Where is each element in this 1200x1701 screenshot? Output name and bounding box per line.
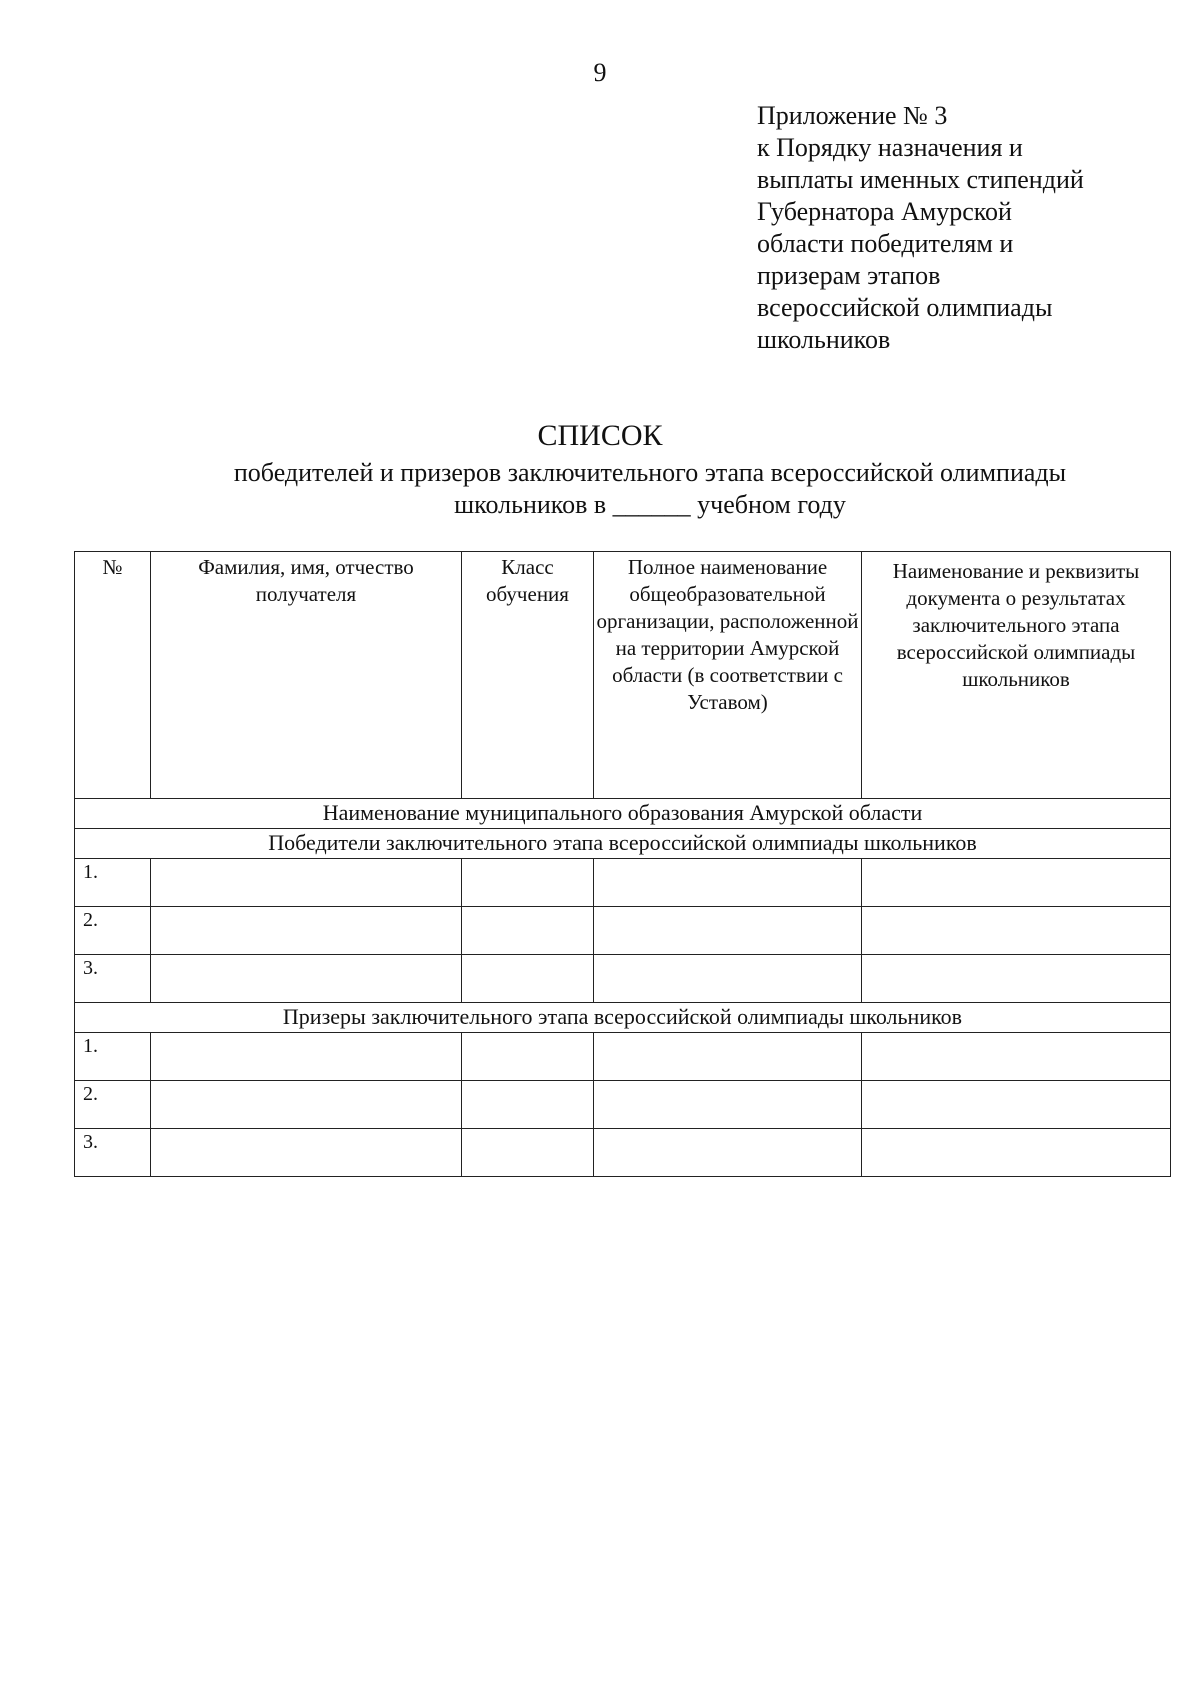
appendix-line: выплаты именных стипендий	[757, 165, 1084, 194]
table-header-row	[75, 552, 1171, 799]
header-organization: Полное наименование общеобразовательной организации, расположенной на территории Амурской области (в соответствии с Уставом)	[594, 552, 862, 799]
table-row	[75, 1081, 1171, 1129]
subtitle-line-1: победителей и призеров заключительного этапа всероссийской олимпиады	[233, 458, 1067, 487]
empty-cell[interactable]	[462, 1033, 594, 1081]
empty-cell[interactable]	[862, 1081, 1171, 1129]
row-number: 3.	[75, 955, 151, 1003]
document-title: СПИСОК	[537, 419, 663, 452]
header-full-name: Фамилия, имя, отчество получателя	[151, 552, 462, 799]
municipality-row	[75, 799, 1171, 829]
recipients-table	[74, 551, 1171, 1177]
empty-cell[interactable]	[151, 907, 462, 955]
header-class: Класс обучения	[462, 552, 594, 799]
header-number: №	[75, 552, 151, 799]
empty-cell[interactable]	[862, 907, 1171, 955]
subtitle-line-2: школьников в ______ учебном году	[454, 490, 846, 519]
appendix-line: призерам этапов	[757, 261, 941, 290]
empty-cell[interactable]	[462, 955, 594, 1003]
empty-cell[interactable]	[462, 907, 594, 955]
table-row	[75, 1129, 1171, 1177]
appendix-line: к Порядку назначения и	[757, 133, 1023, 162]
appendix-line: школьников	[757, 325, 891, 354]
header-document: Наименование и реквизиты документа о результатах заключительного этапа всероссийской олимпиады школьников	[862, 552, 1171, 799]
appendix-line: области победителям и	[757, 229, 1014, 258]
row-number: 3.	[75, 1129, 151, 1177]
prizewinners-section-label: Призеры заключительного этапа всероссийской олимпиады школьников	[75, 1003, 1171, 1033]
table-row	[75, 955, 1171, 1003]
empty-cell[interactable]	[862, 1033, 1171, 1081]
empty-cell[interactable]	[594, 955, 862, 1003]
winners-section-row	[75, 829, 1171, 859]
empty-cell[interactable]	[862, 1129, 1171, 1177]
empty-cell[interactable]	[594, 907, 862, 955]
table-row	[75, 859, 1171, 907]
empty-cell[interactable]	[151, 859, 462, 907]
empty-cell[interactable]	[862, 955, 1171, 1003]
page-number: 9	[593, 58, 607, 87]
empty-cell[interactable]	[462, 1129, 594, 1177]
empty-cell[interactable]	[151, 955, 462, 1003]
appendix-reference	[757, 100, 1167, 356]
row-number: 1.	[75, 1033, 151, 1081]
empty-cell[interactable]	[462, 1081, 594, 1129]
winners-section-label: Победители заключительного этапа всероссийской олимпиады школьников	[75, 829, 1171, 859]
table-row	[75, 1033, 1171, 1081]
empty-cell[interactable]	[151, 1033, 462, 1081]
appendix-line: всероссийской олимпиады	[757, 293, 1053, 322]
empty-cell[interactable]	[594, 1129, 862, 1177]
empty-cell[interactable]	[594, 1081, 862, 1129]
appendix-line: Приложение № 3	[757, 101, 948, 130]
municipality-label: Наименование муниципального образования Амурской области	[75, 799, 1171, 829]
row-number: 1.	[75, 859, 151, 907]
row-number: 2.	[75, 907, 151, 955]
appendix-line: Губернатора Амурской	[757, 197, 1012, 226]
table-row	[75, 907, 1171, 955]
document-subtitle	[0, 457, 1200, 521]
prizewinners-section-row	[75, 1003, 1171, 1033]
empty-cell[interactable]	[594, 1033, 862, 1081]
empty-cell[interactable]	[862, 859, 1171, 907]
empty-cell[interactable]	[594, 859, 862, 907]
empty-cell[interactable]	[151, 1129, 462, 1177]
empty-cell[interactable]	[462, 859, 594, 907]
empty-cell[interactable]	[151, 1081, 462, 1129]
row-number: 2.	[75, 1081, 151, 1129]
